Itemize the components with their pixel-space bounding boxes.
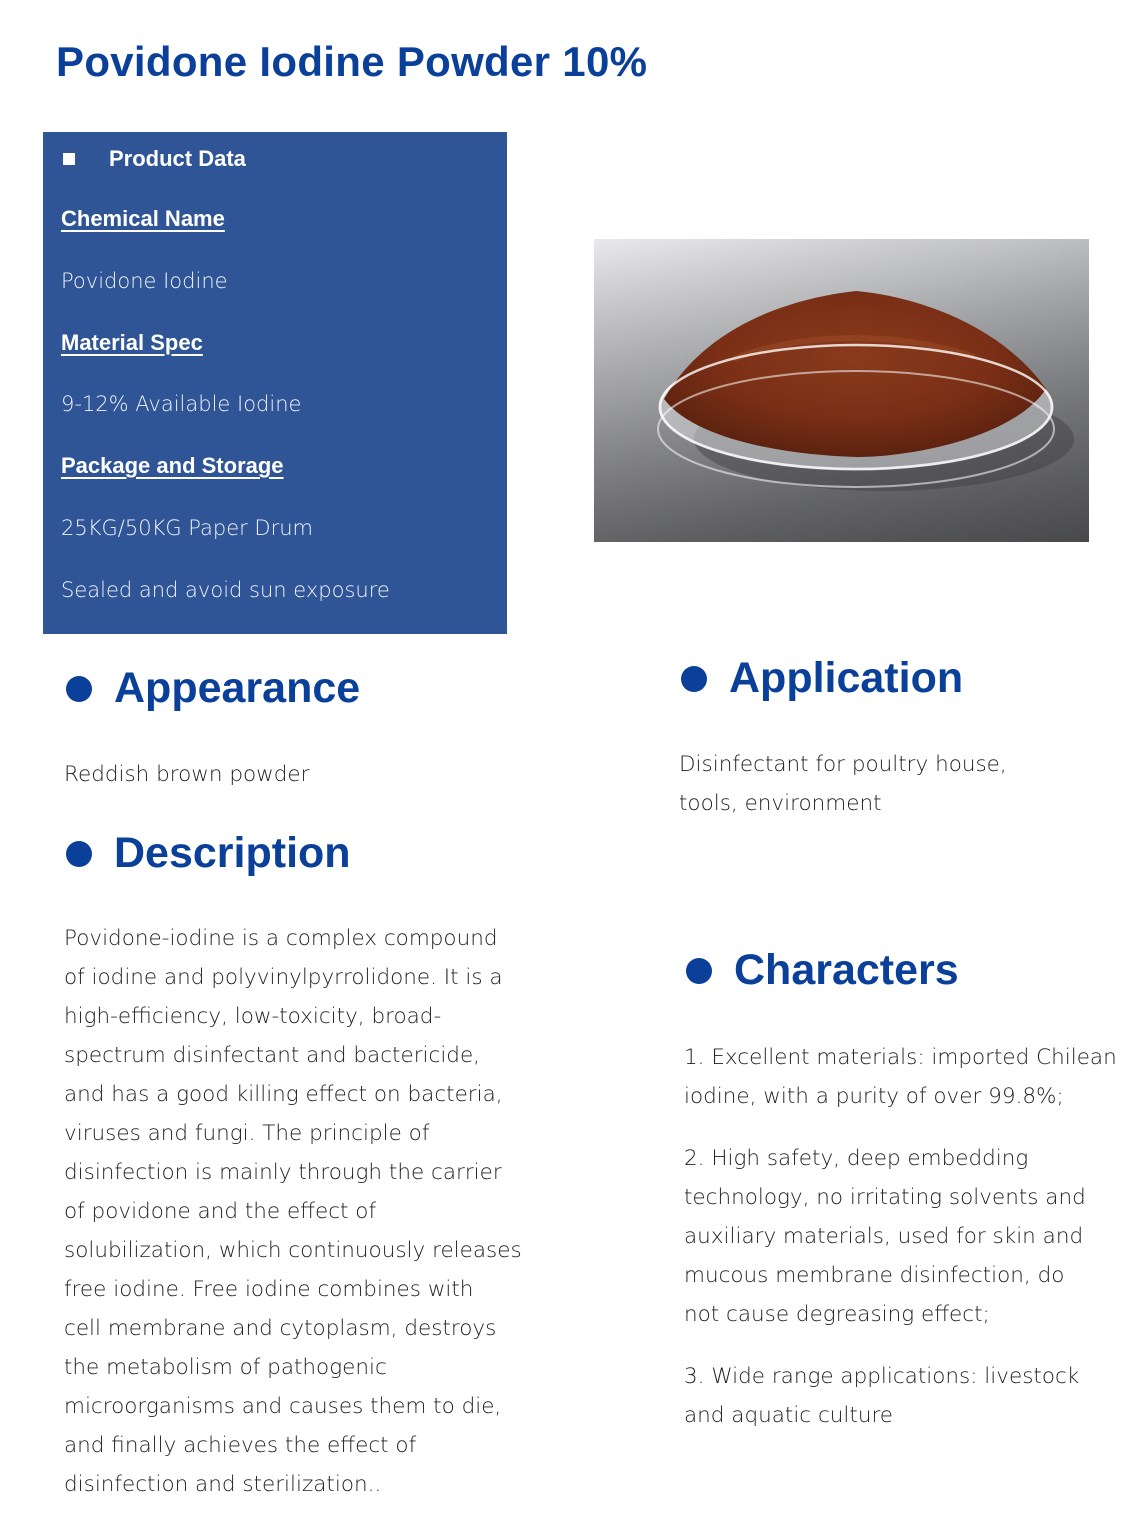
character-item [684,1357,1117,1435]
petri-dish-image [594,239,1089,542]
storage-value: Sealed and avoid sun exposure [61,578,390,602]
bullet-dot-icon [66,841,92,867]
character-line: 1. Excellent materials: imported Chilean [684,1045,1117,1070]
description-line: the metabolism of pathogenic [64,1355,387,1380]
character-line: not cause degreasing effect; [684,1302,990,1327]
product-data-panel [43,132,507,634]
description-line: spectrum disinfectant and bactericide, [64,1043,481,1068]
page-title: Povidone Iodine Powder 10% [56,38,648,85]
square-bullet-icon [63,153,75,165]
product-data-heading [63,146,246,172]
description-line: disinfection and sterilization.. [64,1472,382,1497]
description-line: microorganisms and causes them to die, [64,1394,502,1419]
character-line: technology, no irritating solvents and [684,1185,1086,1210]
description-line: and finally achieves the effect of [64,1433,417,1458]
description-line: cell membrane and cytoplasm, destroys [64,1316,497,1341]
characters-heading-label: Characters [734,946,959,994]
description-line: of povidone and the effect of [64,1199,377,1224]
description-line: solubilization, which continuously releases [64,1238,522,1263]
bullet-dot-icon [66,676,92,702]
chemical-name-label: Chemical Name [61,206,225,231]
appearance-heading-label: Appearance [114,664,361,712]
description-line: of iodine and polyvinylpyrrolidone. It is a [64,965,503,990]
characters-heading [686,946,959,995]
material-spec-label: Material Spec [61,330,203,355]
character-line: iodine, with a purity of over 99.8%; [684,1084,1064,1109]
application-line: Disinfectant for poultry house, [679,752,1007,777]
description-line: high-efficiency, low-toxicity, broad- [64,1004,442,1029]
characters-list [684,1038,1117,1458]
application-text [679,745,1007,823]
character-line: 2. High safety, deep embedding [684,1146,1029,1171]
appearance-text: Reddish brown powder [64,762,310,787]
material-spec-value: 9-12% Available Iodine [61,392,302,416]
description-line: viruses and fungi. The principle of [64,1121,430,1146]
description-line: and has a good killing effect on bacteria, [64,1082,503,1107]
application-heading [681,654,963,703]
description-line: disinfection is mainly through the carrier [64,1160,502,1185]
character-line: auxiliary materials, used for skin and [684,1224,1084,1249]
package-value: 25KG/50KG Paper Drum [61,516,313,540]
character-line: and aquatic culture [684,1403,894,1428]
character-line: 3. Wide range applications: livestock [684,1364,1080,1389]
description-text [64,919,522,1504]
character-item [684,1139,1117,1334]
appearance-heading [66,664,360,713]
product-photo [594,239,1089,542]
description-heading-label: Description [114,829,351,877]
character-item [684,1038,1117,1116]
description-line: Povidone-iodine is a complex compound [64,926,498,951]
character-line: mucous membrane disinfection, do [684,1263,1065,1288]
description-heading [66,829,351,878]
product-data-heading-label: Product Data [109,146,246,171]
bullet-dot-icon [681,666,707,692]
application-heading-label: Application [729,654,964,702]
description-line: free iodine. Free iodine combines with [64,1277,474,1302]
bullet-dot-icon [686,958,712,984]
package-storage-label: Package and Storage [61,453,284,478]
chemical-name-value: Povidone Iodine [61,269,228,293]
application-line: tools, environment [679,791,882,816]
